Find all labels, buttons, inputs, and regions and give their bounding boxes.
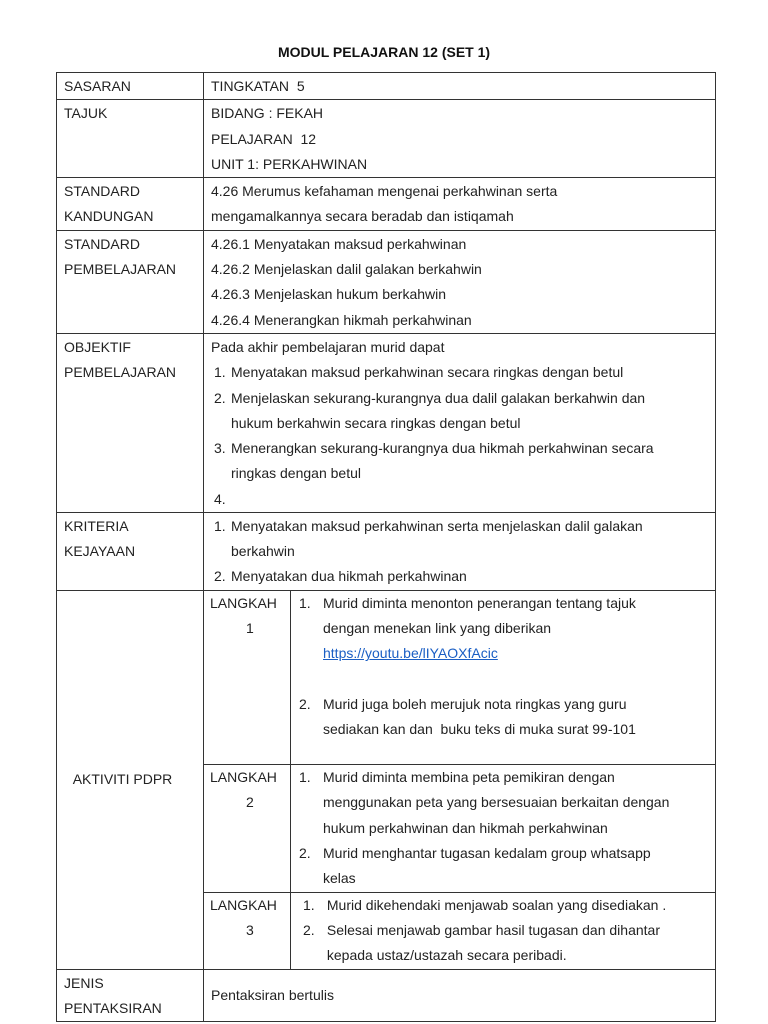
label-standard-pembelajaran — [57, 230, 204, 333]
list-number: 1. — [299, 594, 311, 611]
document-title: MODUL PELAJARAN 12 (SET 1) — [277, 44, 491, 60]
row-standard-pembelajaran — [57, 230, 716, 333]
row-sasaran — [57, 73, 716, 100]
value-sasaran: TINGKATAN 5 — [204, 73, 716, 100]
list-item — [297, 692, 715, 743]
label-line: KANDUNGAN — [64, 208, 154, 225]
value-jenis-pentaksiran: Pentaksiran bertulis — [204, 969, 716, 1022]
youtube-link[interactable]: https://youtu.be/lIYAOXfAcic — [323, 645, 498, 662]
label-line: KRITERIA — [64, 517, 129, 534]
step-number: 1 — [246, 619, 254, 636]
label-line: STANDARD — [64, 183, 140, 200]
step-label — [204, 591, 291, 765]
step-label — [204, 765, 291, 892]
list-line: Murid diminta menonton penerangan tentang tajuk — [323, 594, 636, 611]
tajuk-line: PELAJARAN 12 — [211, 130, 317, 147]
list-item — [297, 765, 715, 841]
content-line: 4.26.3 Menjelaskan hukum berkahwin — [211, 286, 447, 303]
label-line: PEMBELAJARAN — [64, 261, 177, 278]
list-line: hukum perkahwinan dan hikmah perkahwinan — [323, 819, 608, 836]
label-objektif — [57, 333, 204, 512]
step-row — [204, 892, 715, 968]
content-line: 4.26.2 Menjelaskan dalil galakan berkahwin — [211, 261, 482, 278]
list-line: ringkas dengan betul — [231, 465, 361, 482]
list-line — [231, 487, 709, 512]
list-line: Murid juga boleh merujuk nota ringkas yang guru — [323, 695, 627, 712]
label-sasaran: SASARAN — [57, 73, 204, 100]
steps-table — [204, 591, 715, 969]
list-line: Menyatakan dua hikmah perkahwinan — [231, 568, 467, 585]
label-line: PENTAKSIRAN — [64, 999, 162, 1016]
tajuk-line: UNIT 1: PERKAHWINAN — [211, 155, 368, 172]
step-number: 3 — [246, 921, 254, 938]
step-number: 2 — [246, 794, 254, 811]
list-item — [211, 436, 709, 487]
list-item — [211, 514, 709, 565]
list-number: 1. — [214, 517, 226, 534]
list-number: 1. — [299, 769, 311, 786]
label-tajuk: TAJUK — [57, 100, 204, 178]
list-line: Menyatakan maksud perkahwinan serta menjelaskan dalil galakan — [231, 517, 643, 534]
row-jenis-pentaksiran — [57, 969, 716, 1022]
label-line: OBJEKTIF — [64, 338, 131, 355]
objektif-intro: Pada akhir pembelajaran murid dapat — [211, 338, 445, 355]
label-jenis-pentaksiran — [57, 969, 204, 1022]
label-line: KEJAYAAN — [64, 543, 136, 560]
objektif-list — [211, 360, 709, 511]
step-label-text: LANGKAH — [210, 769, 277, 786]
step-list — [297, 765, 715, 891]
lesson-module-table — [56, 72, 716, 1022]
list-item — [211, 386, 709, 437]
label-line: STANDARD — [64, 235, 140, 252]
list-item — [211, 360, 709, 385]
value-standard-pembelajaran — [204, 230, 716, 333]
list-number: 1. — [214, 364, 226, 381]
label-line: PEMBELAJARAN — [64, 364, 177, 381]
list-line: berkahwin — [231, 543, 295, 560]
value-kriteria — [204, 512, 716, 590]
list-number: 2. — [299, 695, 311, 712]
list-line: Murid diminta membina peta pemikiran dengan — [323, 769, 615, 786]
list-item — [297, 918, 715, 969]
row-kriteria — [57, 512, 716, 590]
list-line: kelas — [323, 870, 356, 887]
content-line: 4.26 Merumus kefahaman mengenai perkahwinan serta — [211, 183, 558, 200]
label-aktiviti: AKTIVITI PDPR — [57, 590, 204, 969]
step-label — [204, 892, 291, 968]
row-standard-kandungan — [57, 178, 716, 231]
list-line: menggunakan peta yang bersesuaian berkaitan dengan — [323, 794, 670, 811]
label-line: JENIS — [64, 974, 104, 991]
step-list — [297, 591, 715, 742]
list-line: Selesai menjawab gambar hasil tugasan dan dihantar — [323, 921, 660, 938]
step-label-text: LANGKAH — [210, 896, 277, 913]
content-line: 4.26.4 Menerangkan hikmah perkahwinan — [211, 311, 472, 328]
label-standard-kandungan — [57, 178, 204, 231]
step-list — [297, 893, 715, 969]
list-line: Menyatakan maksud perkahwinan secara ringkas dengan betul — [231, 364, 624, 381]
content-line: mengamalkannya secara beradab dan istiqamah — [211, 208, 514, 225]
list-line: Menerangkan sekurang-kurangnya dua hikmah perkahwinan secara — [231, 440, 654, 457]
list-line: Murid dikehendaki menjawab soalan yang disediakan . — [323, 896, 667, 913]
tajuk-line: BIDANG : FEKAH — [211, 105, 324, 122]
list-line: kepada ustaz/ustazah secara peribadi. — [323, 947, 567, 964]
list-item — [297, 591, 715, 692]
step-label-text: LANGKAH — [210, 594, 277, 611]
value-tajuk — [204, 100, 716, 178]
list-number: 1. — [303, 896, 315, 913]
list-item — [297, 893, 715, 918]
list-line: dengan menekan link yang diberikan — [323, 619, 552, 636]
label-kriteria — [57, 512, 204, 590]
row-aktiviti — [57, 590, 716, 969]
list-item — [211, 564, 709, 589]
step-row — [204, 591, 715, 765]
list-item — [297, 841, 715, 892]
step-row — [204, 765, 715, 892]
row-tajuk — [57, 100, 716, 178]
aktiviti-steps — [204, 590, 716, 969]
step-content — [291, 591, 716, 765]
list-number: 4. — [214, 490, 226, 507]
list-line: Menjelaskan sekurang-kurangnya dua dalil galakan berkahwin dan — [231, 389, 646, 406]
value-objektif — [204, 333, 716, 512]
step-content — [291, 765, 716, 892]
content-line: 4.26.1 Menyatakan maksud perkahwinan — [211, 235, 467, 252]
list-number: 2. — [303, 921, 315, 938]
step-content — [291, 892, 716, 968]
row-objektif — [57, 333, 716, 512]
list-number: 2. — [214, 389, 226, 406]
list-number: 2. — [214, 568, 226, 585]
value-standard-kandungan — [204, 178, 716, 231]
kriteria-list — [211, 514, 709, 590]
list-line: hukum berkahwin secara ringkas dengan betul — [231, 414, 521, 431]
list-number: 3. — [214, 440, 226, 457]
list-line: Murid menghantar tugasan kedalam group whatsapp — [323, 845, 651, 862]
list-line: sediakan kan dan buku teks di muka surat 99-101 — [323, 720, 636, 737]
list-item — [211, 487, 709, 512]
list-number: 2. — [299, 845, 311, 862]
